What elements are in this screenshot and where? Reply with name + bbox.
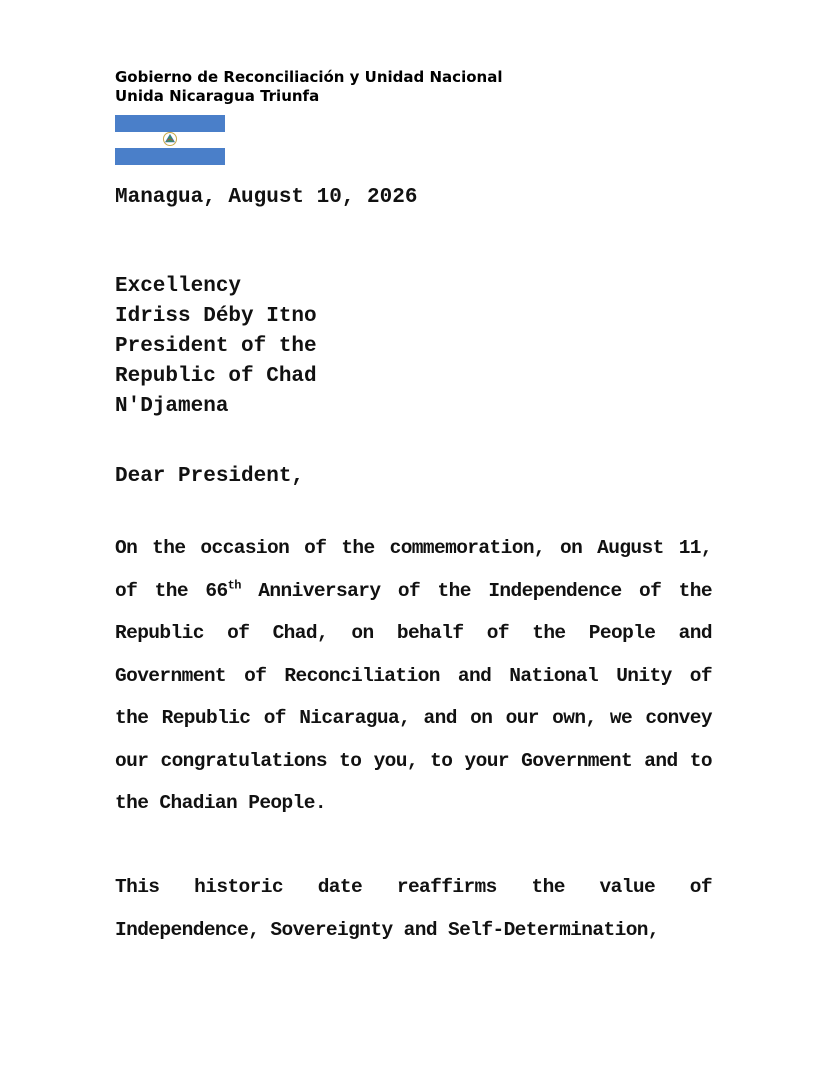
addressee-title: Excellency: [115, 275, 242, 298]
body-paragraph-1: [115, 527, 712, 825]
letterhead: [115, 68, 502, 106]
addressee-block: [115, 272, 317, 422]
addressee-position: President of the: [115, 335, 317, 358]
flag-middle-band: [115, 132, 225, 149]
body-paragraph-2: This historic date reaffirms the value of Independence, Sovereignty and Self-Determination,: [115, 876, 712, 941]
ordinal-suffix: th: [227, 578, 241, 592]
addressee-country: Republic of Chad: [115, 365, 317, 388]
flag-bottom-band: [115, 148, 225, 165]
paragraph-1-rest: Anniversary of the Independence of the Republic of Chad, on behalf of the People and Government of Reconciliation and National Unity of the Republic of Nicaragua, and on our own, we convey our congratulations to you, to your Government and to the Chadian People.: [115, 579, 712, 814]
letter-date: Managua, August 10, 2026: [115, 186, 418, 209]
letterhead-government-name: Gobierno de Reconciliación y Unidad Nacional: [115, 68, 503, 86]
coat-of-arms-icon: [162, 131, 178, 147]
addressee-name: Idriss Déby Itno: [115, 305, 317, 328]
nicaragua-flag-icon: [115, 115, 225, 165]
flag-top-band: [115, 115, 225, 132]
letterhead-slogan: Unida Nicaragua Triunfa: [115, 87, 320, 105]
paragraph-1-start: On the occasion of the commemoration, on August 11, of the 66: [115, 537, 712, 602]
salutation: Dear President,: [115, 465, 305, 488]
addressee-city: N'Djamena: [115, 395, 229, 418]
